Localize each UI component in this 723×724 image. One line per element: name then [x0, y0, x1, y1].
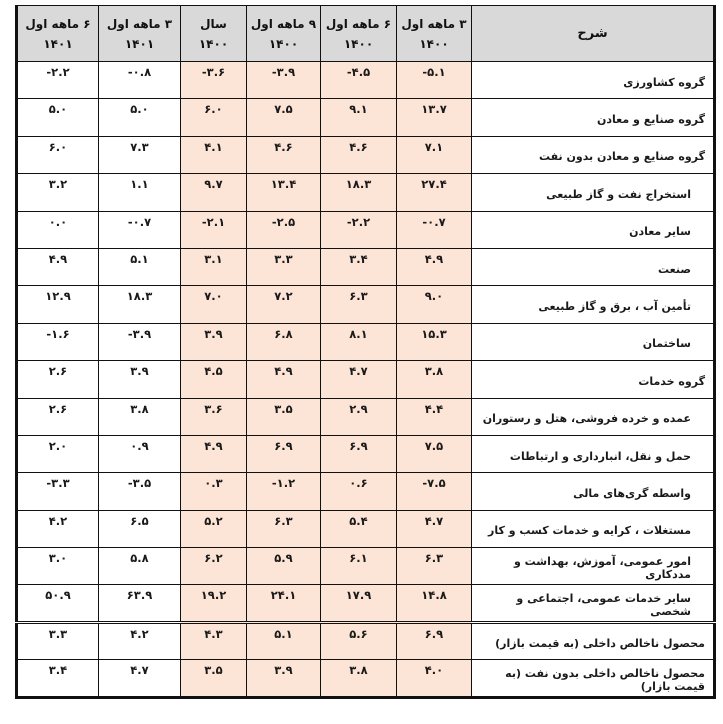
value-text: ۶.۹: [424, 626, 444, 641]
column-header-6m-1401: [17, 6, 99, 62]
value-cell: [321, 286, 397, 323]
value-text: ۴.۷: [349, 364, 368, 379]
value-cell: [321, 660, 397, 697]
value-text: ۴.۹: [204, 438, 223, 453]
value-cell: [247, 398, 321, 435]
value-cell: [247, 622, 321, 659]
table-row: [17, 248, 715, 285]
table-row: [17, 62, 715, 99]
value-text: -۱.۲: [271, 476, 296, 491]
row-label: محصول ناخالص داخلی بدون نفت (به قیمت بازار): [472, 660, 715, 697]
value-text: ۱۸.۳: [345, 177, 372, 192]
value-text: -۰.۷: [422, 214, 446, 229]
value-cell: [321, 473, 397, 510]
value-cell: [321, 136, 397, 173]
value-cell: [99, 174, 181, 211]
value-text: ۲.۹: [349, 401, 368, 416]
value-cell: [321, 622, 397, 659]
value-text: ۶.۸: [274, 326, 293, 341]
value-cell: [99, 510, 181, 547]
table-row: [17, 660, 715, 697]
value-cell: [181, 473, 247, 510]
value-cell: [17, 398, 99, 435]
column-header-line1: سال: [200, 16, 227, 31]
value-cell: [181, 323, 247, 360]
value-cell: [17, 660, 99, 697]
column-header-description: شرح: [472, 6, 715, 62]
value-text: ۹.۱: [349, 102, 368, 117]
column-header-line1: ۶ ماهه اول: [325, 16, 392, 31]
value-cell: [397, 99, 472, 136]
value-cell: [181, 660, 247, 697]
column-header-line2: ۱۴۰۱: [43, 36, 73, 51]
column-header-9m-1400: [247, 6, 321, 62]
value-text: ۱۵.۳: [421, 326, 447, 341]
value-cell: [99, 62, 181, 99]
value-text: ۱۳.۷: [421, 102, 447, 117]
row-label: حمل و نقل، انبارداری و ارتباطات: [472, 435, 715, 472]
value-cell: [397, 211, 472, 248]
column-header-line2: ۱۴۰۰: [198, 36, 229, 51]
value-text: ۳.۲: [48, 177, 68, 192]
value-text: ۲.۶: [48, 401, 68, 416]
row-label: گروه صنایع و معادن: [472, 99, 715, 136]
value-text: ۶.۱: [349, 551, 368, 566]
value-text: ۴.۷: [424, 513, 444, 528]
value-cell: [99, 136, 181, 173]
value-cell: [321, 548, 397, 585]
value-cell: [99, 473, 181, 510]
value-cell: [247, 585, 321, 622]
value-text: ۳.۸: [424, 364, 444, 379]
value-text: -۷.۵: [422, 476, 446, 491]
value-text: ۰.۶: [349, 476, 368, 491]
row-label: عمده و خرده فروشی، هتل و رستوران: [472, 398, 715, 435]
value-text: ۳.۸: [130, 401, 149, 416]
value-cell: [247, 62, 321, 99]
value-text: ۱۲.۹: [45, 289, 71, 304]
value-text: ۵.۸: [130, 551, 149, 566]
value-text: -۱.۶: [46, 326, 70, 341]
table-row: [17, 473, 715, 510]
value-text: -۵.۱: [422, 65, 446, 79]
value-cell: [17, 136, 99, 173]
value-cell: [397, 174, 472, 211]
value-cell: [99, 99, 181, 136]
value-text: -۳.۳: [46, 476, 70, 491]
value-text: ۹.۷: [204, 177, 223, 192]
value-text: ۳.۳: [274, 251, 293, 266]
value-cell: [17, 361, 99, 398]
value-text: ۳.۹: [204, 326, 223, 341]
growth-table-container: [15, 5, 713, 699]
value-cell: [17, 323, 99, 360]
row-label: گروه خدمات: [472, 361, 715, 398]
value-cell: [99, 585, 181, 622]
value-text: ۵.۰: [48, 102, 68, 117]
value-text: ۶.۲: [204, 551, 223, 566]
value-cell: [397, 660, 472, 697]
value-cell: [17, 622, 99, 659]
value-text: ۲۴.۱: [270, 588, 297, 603]
value-text: ۳.۴: [349, 251, 368, 266]
value-text: ۴.۲: [48, 513, 68, 528]
value-text: ۳.۰: [48, 551, 68, 566]
value-cell: [99, 548, 181, 585]
value-cell: [17, 585, 99, 622]
row-label: سایر خدمات عمومی، اجتماعی و شخصی: [472, 585, 715, 622]
value-text: ۶.۹: [349, 438, 368, 453]
value-text: ۵.۴: [349, 513, 368, 528]
value-cell: [247, 361, 321, 398]
value-cell: [397, 622, 472, 659]
value-text: -۲.۵: [271, 214, 296, 229]
value-text: ۳.۳: [48, 626, 68, 641]
value-text: ۱۳.۴: [270, 177, 297, 192]
value-cell: [99, 361, 181, 398]
value-cell: [321, 585, 397, 622]
value-text: -۳.۵: [127, 476, 152, 491]
value-cell: [247, 99, 321, 136]
value-cell: [321, 62, 397, 99]
value-cell: [247, 323, 321, 360]
value-text: ۵.۱: [274, 626, 293, 641]
value-cell: [181, 174, 247, 211]
value-text: ۹.۰: [424, 289, 444, 304]
value-cell: [321, 211, 397, 248]
value-cell: [321, 361, 397, 398]
row-label: امور عمومی، آموزش، بهداشت و مددکاری: [472, 548, 715, 585]
value-cell: [99, 286, 181, 323]
table-row: [17, 361, 715, 398]
value-text: ۴.۹: [48, 251, 68, 266]
value-text: ۶.۹: [274, 438, 293, 453]
value-cell: [99, 211, 181, 248]
value-text: ۱۸.۳: [126, 289, 153, 304]
value-cell: [181, 361, 247, 398]
sector-growth-table: [15, 5, 716, 699]
value-cell: [99, 323, 181, 360]
table-row: [17, 174, 715, 211]
row-label: ساختمان: [472, 323, 715, 360]
value-text: ۰.۹: [130, 438, 149, 453]
value-cell: [181, 286, 247, 323]
value-text: ۳.۹: [130, 364, 149, 379]
value-cell: [321, 435, 397, 472]
column-header-line1: ۳ ماهه اول: [401, 16, 467, 31]
value-text: ۴.۹: [274, 364, 293, 379]
table-row: [17, 136, 715, 173]
row-label: محصول ناخالص داخلی (به قیمت بازار): [472, 622, 715, 659]
value-text: ۴.۹: [424, 251, 444, 266]
value-cell: [247, 174, 321, 211]
value-text: ۵.۱: [130, 251, 149, 266]
column-header-3m-1401: [99, 6, 181, 62]
value-text: ۳.۱: [204, 251, 223, 266]
column-header-line1: ۶ ماهه اول: [25, 16, 91, 31]
value-cell: [397, 62, 472, 99]
value-text: ۷.۵: [424, 438, 444, 453]
value-cell: [181, 510, 247, 547]
column-header-line2: ۱۴۰۰: [343, 36, 374, 51]
value-cell: [397, 323, 472, 360]
value-text: -۴.۵: [346, 65, 371, 79]
value-text: ۰.۳: [204, 476, 223, 491]
value-text: ۲۷.۴: [421, 177, 447, 192]
row-label: تأمین آب ، برق و گاز طبیعی: [472, 286, 715, 323]
value-cell: [181, 622, 247, 659]
value-text: ۲.۰: [48, 438, 68, 453]
value-cell: [321, 323, 397, 360]
column-header-line2: ۱۴۰۰: [419, 36, 449, 51]
value-cell: [247, 435, 321, 472]
value-cell: [397, 585, 472, 622]
value-text: ۶.۰: [204, 102, 223, 117]
value-cell: [17, 510, 99, 547]
table-header-row: [17, 6, 715, 62]
value-text: ۴.۰: [424, 663, 444, 678]
value-cell: [99, 398, 181, 435]
value-text: ۲.۶: [48, 364, 68, 379]
value-cell: [397, 548, 472, 585]
value-text: ۷.۲: [274, 289, 293, 304]
value-text: ۴.۶: [274, 139, 293, 154]
value-cell: [321, 99, 397, 136]
table-row: [17, 99, 715, 136]
value-text: ۴.۲: [130, 626, 149, 641]
value-text: ۴.۷: [130, 663, 149, 678]
value-text: ۵.۶: [349, 626, 368, 641]
value-cell: [321, 248, 397, 285]
column-header-line1: ۳ ماهه اول: [106, 16, 173, 31]
value-text: ۶.۰: [48, 139, 68, 154]
value-cell: [181, 585, 247, 622]
value-cell: [397, 361, 472, 398]
value-cell: [397, 435, 472, 472]
value-cell: [17, 286, 99, 323]
value-text: ۷.۰: [204, 289, 223, 304]
value-cell: [181, 99, 247, 136]
value-cell: [181, 62, 247, 99]
value-cell: [247, 211, 321, 248]
value-cell: [17, 473, 99, 510]
row-label: واسطه گری‌های مالی: [472, 473, 715, 510]
value-cell: [99, 435, 181, 472]
value-cell: [17, 211, 99, 248]
value-text: -۳.۹: [127, 326, 152, 341]
table-row: [17, 622, 715, 659]
value-cell: [181, 211, 247, 248]
value-cell: [247, 286, 321, 323]
column-header-year-1400: [181, 6, 247, 62]
value-text: -۲.۲: [46, 65, 70, 79]
value-cell: [321, 398, 397, 435]
column-header-line2: ۱۴۰۰: [268, 36, 299, 51]
value-text: ۶.۵: [130, 513, 149, 528]
value-text: ۴.۵: [204, 364, 223, 379]
value-cell: [247, 660, 321, 697]
value-cell: [99, 248, 181, 285]
value-text: ۰.۰: [48, 214, 68, 229]
value-text: ۷.۵: [274, 102, 293, 117]
value-cell: [321, 510, 397, 547]
value-text: ۱۴.۸: [421, 588, 447, 603]
value-text: ۳.۵: [274, 401, 293, 416]
row-label: استخراج نفت و گاز طبیعی: [472, 174, 715, 211]
value-text: ۶.۳: [274, 513, 293, 528]
value-text: ۳.۴: [48, 663, 68, 678]
value-text: ۳.۶: [204, 401, 223, 416]
value-cell: [99, 660, 181, 697]
value-text: ۶.۳: [349, 289, 368, 304]
value-cell: [397, 510, 472, 547]
value-cell: [99, 622, 181, 659]
value-text: ۱.۱: [130, 177, 149, 192]
table-row: [17, 286, 715, 323]
column-header-line2: ۱۴۰۱: [124, 36, 155, 51]
value-text: ۴.۱: [204, 139, 223, 154]
row-label: سایر معادن: [472, 211, 715, 248]
value-text: -۳.۶: [201, 65, 226, 79]
value-cell: [397, 398, 472, 435]
value-text: ۵۰.۹: [45, 588, 71, 603]
value-text: -۳.۹: [271, 65, 296, 79]
value-text: -۲.۲: [346, 214, 371, 229]
value-text: ۷.۱: [424, 139, 444, 154]
table-row: [17, 435, 715, 472]
value-cell: [181, 398, 247, 435]
value-cell: [247, 248, 321, 285]
value-cell: [247, 510, 321, 547]
row-label: مستغلات ، کرایه و خدمات کسب و کار: [472, 510, 715, 547]
table-row: [17, 211, 715, 248]
value-cell: [397, 286, 472, 323]
value-cell: [397, 473, 472, 510]
value-text: ۶۳.۹: [126, 588, 153, 603]
value-cell: [181, 248, 247, 285]
value-cell: [321, 174, 397, 211]
value-text: ۳.۵: [204, 663, 223, 678]
value-cell: [247, 136, 321, 173]
value-cell: [17, 248, 99, 285]
table-row: [17, 548, 715, 585]
table-row: [17, 585, 715, 622]
row-label: صنعت: [472, 248, 715, 285]
value-text: ۱۹.۲: [200, 588, 227, 603]
value-cell: [17, 548, 99, 585]
value-cell: [181, 136, 247, 173]
value-text: -۰.۸: [127, 65, 152, 79]
value-cell: [181, 548, 247, 585]
value-cell: [17, 62, 99, 99]
value-text: ۷.۳: [130, 139, 149, 154]
value-cell: [17, 435, 99, 472]
value-cell: [247, 548, 321, 585]
value-cell: [397, 248, 472, 285]
value-text: ۵.۹: [274, 551, 293, 566]
value-text: ۴.۳: [204, 626, 223, 641]
value-text: ۴.۴: [424, 401, 444, 416]
value-text: ۸.۱: [349, 326, 368, 341]
table-row: [17, 398, 715, 435]
row-label: گروه کشاورزی: [472, 62, 715, 99]
value-cell: [17, 99, 99, 136]
row-label: گروه صنایع و معادن بدون نفت: [472, 136, 715, 173]
table-row: [17, 510, 715, 547]
value-text: ۵.۲: [204, 513, 223, 528]
value-text: ۳.۹: [274, 663, 293, 678]
column-header-6m-1400: [321, 6, 397, 62]
table-body: [17, 62, 715, 698]
column-header-line1: ۹ ماهه اول: [250, 16, 317, 31]
value-cell: [397, 136, 472, 173]
value-text: -۲.۱: [201, 214, 226, 229]
column-header-3m-1400: [397, 6, 472, 62]
value-text: ۴.۶: [349, 139, 368, 154]
value-cell: [247, 473, 321, 510]
value-text: ۵.۰: [130, 102, 149, 117]
value-cell: [181, 435, 247, 472]
value-text: ۱۷.۹: [345, 588, 372, 603]
value-text: ۳.۸: [349, 663, 368, 678]
value-cell: [17, 174, 99, 211]
value-text: -۰.۷: [127, 214, 152, 229]
value-text: ۶.۳: [424, 551, 444, 566]
table-row: [17, 323, 715, 360]
